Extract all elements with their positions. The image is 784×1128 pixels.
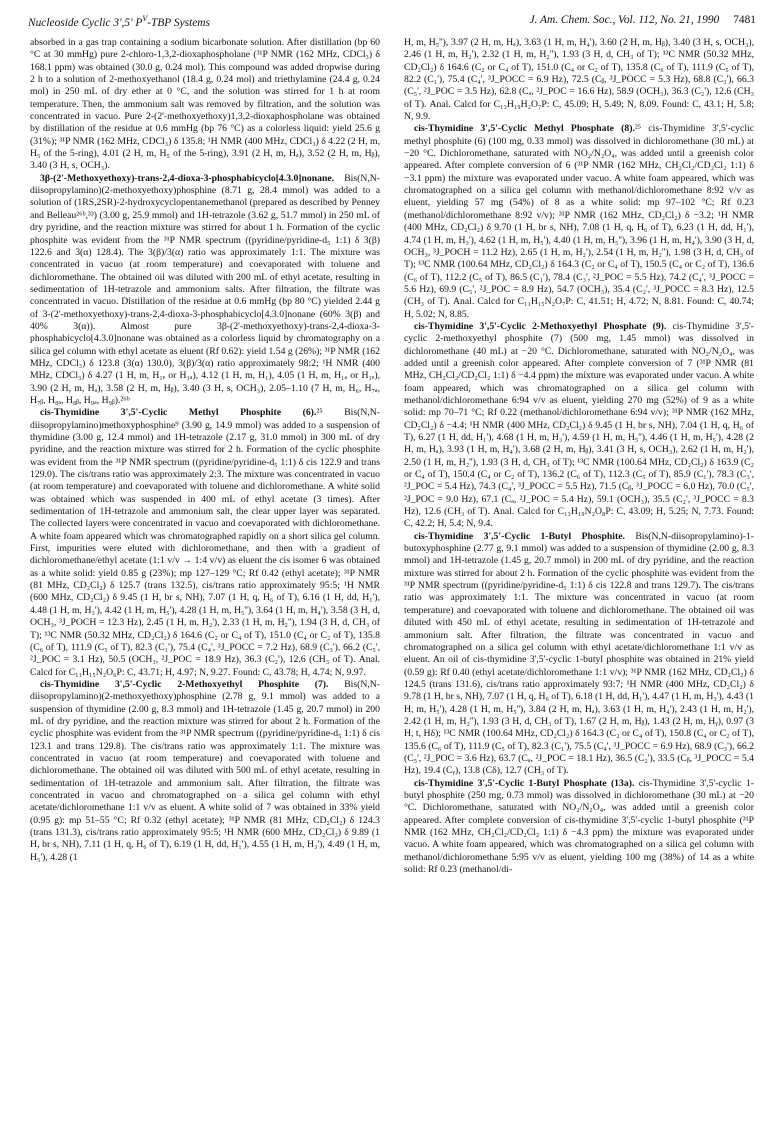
paragraph-body: ²⁵ Bis(N,N-diisopropylamino)methoxyphosphine⁹ (3.90 g, 14.9 mmol) was added to a suspension of thymidine (3.00 g, 12.4 mmol) and 1H-tetrazole (2.17 g, 31.0 mmol) in 300 mL of dry pyridine, and the reaction mixture was stirred for 2 h. Formation of the cyclic phosphite was evident from the ³¹P NMR spectrum ((pyridine/pyridine-d₅ 1:1) δ cis 122.9 and trans 129.0). The cis/trans ratio was approximately 2:3. The mixture was concentrated in vacuo (at room temperature) and coevaporated with toluene and dichloromethane. A white solid was obtained which was suspended in 400 mL of ethyl acetate (3 times). After sedimentation of 1H-tetrazole and ammonium salt, the clear upper layer was separated. The collected layers were concentrated in vacuo and coevaporated with dichloromethane. A white foam appeared which was chromatographed rapidly on a short silica gel column. First, impurities were eluted with dichloromethane, and then with a gradient of dichloromethane/ethyl acetate (1:1 v/v → 1:4 v/v) as eluent the cis isomer 6 was obtained as a white solid: yield 0.85 g (23%); mp 127–129 °C; Rf 0.42 (ethyl acetate); ³¹P NMR (81 MHz, CD₂Cl₂) δ 125.7 (trans 132.5), cis/trans ratio approximately 95:5; ¹H NMR (600 MHz, CD₂Cl₂) δ 9.45 (1 H, br s, NH), 7.07 (1 H, q, H₆ of T), 6.16 (1 H, dd, H₁'), 4.48 (1 H, m, H₃'), 4.42 (1 H, m, H₅'), 4.28 (1 H, m, H₅''), 3.64 (1 H, m, H₄'), 3.58 (3 H, d, OCH₃, ³J_POCH = 12.3 Hz), 2.45 (1 H, m, H₂'), 2.33 (1 H, m, H₂''), 1.94 (3 H, d, CH₃ of T); ¹³C NMR (50.32 MHz, CD₂Cl₂) δ 164.6 (C₂ or C₄ of T), 151.0 (C₄ or C₂ of T), 135.8 (C₆ of T), 111.9 (C₅ of T), 82.3 (C₁'), 75.4 (C₄', ³J_POCC = 7.2 Hz), 68.9 (C₃'), 66.2 (C₅', ²J_POC = 3.1 Hz), 50.5 (OCH₃, ²J_POC = 18.9 Hz), 36.3 (C₂'), 12.6 (CH₃ of T). Anal. Calcd for C₁₁H₁₅N₂O₆P: C, 43.71; H, 4.97; N, 9.27. Found: C, 43.78; H, 4.74; N, 9.97. [30,407,380,678]
journal-citation-text: J. Am. Chem. Soc., Vol. 112, No. 21, 1990 [529,14,720,26]
paragraph-body: Bis(N,N-diisopropylamino)(2-methoxyethoxy)phosphine (2.78 g, 9.1 mmol) was added to a suspension of thymidine (2.00 g, 8.3 mmol) and 1H-tetrazole (1.45 g, 20.7 mmol) in 200 mL of dry pyridine, and the reaction mixture was stirred for about 2 h. Formation of the cyclic phosphite was evident from the ³¹P NMR spectrum ((pyridine/pyridine-d₅ 1:1) δ cis 123.1 and trans 129.8). The cis/trans ratio was approximately 1:1. The mixture was concentrated in vacuo (at room temperature) and coevaporated with toluene and dichloromethane. The obtained oil was diluted with 500 mL of ethyl acetate, resulting in sedimentation of 1H-tetrazole and ammonium salt. After filtration, the filtrate was concentrated in vacuo and chromatographed on a silica gel column with ethyl acetate/dichloromethane 1:1 v/v as eluent. A white solid of 7 was obtained in 33% yield (0.95 g): mp 51–55 °C; Rf 0.32 (ethyl acetate); ³¹P NMR (81 MHz, CD₂Cl₂) δ 124.3 (trans 131.3), cis/trans ratio approximately 95:5; ¹H NMR (600 MHz, CD₂Cl₂) δ 9.89 (1 H, br s, NH), 7.11 (1 H, q, H₆ of T), 6.19 (1 H, dd, H₁'), 4.55 (1 H, m, H₃'), 4.49 (1 H, m, H₅'), 4.28 (1 [30,678,380,863]
section-title: cis-Thymidine 3',5'-Cyclic 1-Butyl Phosphate (13a). [414,777,635,789]
paragraph-body: cis-Thymidine 3',5'-cyclic 1-butyl phosphite (250 mg, 0.73 mmol) was dissolved in dichloromethane (30 mL) at −20 °C. Dichloromethane, saturated with NO₂/N₂O₄, was added until a greenish color appeared. After complete conversion of cis-thymidine 3',5'-cyclic 1-butyl phosphite (³¹P NMR (162 MHz, CH₂Cl₂/CD₂Cl₂ 1:1) δ −4.3 ppm) the mixture was evaporated under vacuo. A white foam appeared, which was chromatographed on a silica gel column with methanol/dichloromethane 5:95 v/v as eluent, yielding 100 mg (38%) of 14 as a white solid: Rf 0.23 (methanol/di- [404,777,754,876]
section-title: cis-Thymidine 3',5'-Cyclic 2-Methoxyethyl Phosphate (9). [414,320,667,332]
paragraph-body: cis-Thymidine 3',5'-cyclic 2-methoxyethyl phosphite (7) (500 mg, 1.45 mmol) was dissolved in dichloromethane (40 mL) at −20 °C. Dichloromethane, saturated with NO₂/N₂O₄, was added until a greenish color appeared. After complete conversion of 7 (³¹P NMR (81 MHz, CH₂Cl₂/CD₂Cl₂ 1:1) δ −4.4 ppm) the mixture was evaporated under vacuo. A white foam appeared, which was chromatographed on a silica gel column with methanol/dichloromethane 6:94 v/v as eluent, yielding 270 mg (52%) of 9 as a white solid: mp 70–71 °C; Rf 0.22 (methanol/dichloromethane 6:94 v/v); ³¹P NMR (162 MHz, CD₂Cl₂) δ −4.4; ¹H NMR (400 MHz, CD₂Cl₂) δ 9.45 (1 H, br s, NH), 7.04 (1 H, q, H₆ of T), 6.27 (1 H, dd, H₁'), 4.68 (1 H, m, H₃'), 4.59 (1 H, m, H₅''), 4.46 (1 H, m, H₅'), 4.28 (2 H, m, Hₐ), 3.93 (1 H, m, H₄'), 3.68 (2 H, m, Hᵦ), 3.41 (3 H, s, OCH₃), 2.62 (1 H, m, H₂'), 2.50 (1 H, m, H₂''), 1.93 (3 H, d, CH₃ of T); ¹³C NMR (100.64 MHz, CD₂Cl₂) δ 163.9 (C₂ or C₄ of T), 150.4 (C₄ or C₂ of T), 136.2 (C₆ of T), 112.3 (C₅ of T), 85.9 (C₁'), 78.3 (C₃', ²J_POC = 5.4 Hz), 74.3 (C₄', ³J_POCC = 5.5 Hz), 71.5 (Cᵦ, ³J_POCC = 6.0 Hz), 70.0 (C₅', ²J_POC = 9.0 Hz), 67.1 (Cₐ, ²J_POC = 5.4 Hz), 59.1 (OCH₃), 35.5 (C₂', ³J_POCC = 8.3 Hz), 12.6 (CH₃ of T). Anal. Calcd for C₁₃H₁₉N₂O₈P: C, 43.09; H, 5.25; N, 7.73. Found: C, 42.2; H, 5.4; N, 9.4. [404,320,754,530]
left-column [30,37,380,864]
paragraph [30,679,380,864]
paragraph [404,321,754,531]
paragraph: H, m, H₅''), 3.97 (2 H, m, Hₐ), 3.63 (1 H, m, H₄'), 3.60 (2 H, m, Hᵦ), 3.40 (3 H, s, OCH₃), 2.46 (1 H, m, H₂'), 2.32 (1 H, m, H₂''), 1.93 (3 H, d, CH₃ of T); ¹³C NMR (50.32 MHz, CD₂Cl₂) δ 164.6 (C₂ or C₄ of T), 151.0 (C₄ or C₂ of T), 135.8 (C₆ of T), 111.9 (C₅ of T), 82.2 (C₁'), 75.4 (C₄', ³J_POCC = 6.9 Hz), 72.5 (Cᵦ, ³J_POCC = 5.3 Hz), 68.8 (C₃'), 66.3 (C₅', ²J_POC = 3.5 Hz), 62.8 (Cₐ, ²J_POC = 16.6 Hz), 58.9 (OCH₃), 36.3 (C₂'), 12.6 (CH₃ of T). Anal. Calcd for C₁₃H₁₉H₂O₇P: C, 45.09; H, 5.49; N, 8.09. Found: C, 43.1; H, 5.8; N, 9.9. [404,37,754,123]
section-title: cis-Thymidine 3',5'-Cyclic 2-Methoxyethyl Phosphite (7). [40,678,329,690]
paragraph-body: Bis(N,N-diisopropylamino)-1-butoxyphosphine (2.77 g, 9.1 mmol) was added to a suspension of thymidine (2.00 g, 8.3 mmol) and 1H-tetrazole (1.45 g, 20.7 mmol) in 200 mL of dry pyridine, and the reaction mixture was stirred for about 2 h. Formation of the cyclic phosphite was evident from the ³¹P NMR spectrum ((pyridine/pyridine-d₅ 1:1) δ cis 122.8 and trans 129.7). The cis/trans ratio was approximately 1:1. The mixture was concentrated in vacuo (at room temperature) and coevaporated with toluene and dichloromethane. The obtained oil was diluted with 450 mL of ethyl acetate, resulting in sedimentation of 1H-tetrazole and ammonium salt. After filtration, the filtrate was concentrated in vacuo and chromatographed on a silica gel column with ethyl acetate/dichloromethane 1:1 v/v as eluent. An oil of cis-thymidine 3',5'-cyclic 1-butyl phosphite was obtained in 21% yield (0.59 g): Rf 0.40 (ethyl acetate/dichloromethane 1:1 v/v); ³¹P NMR (162 MHz, CD₂Cl₂) δ 124.5 (trans 131.6), cis/trans ratio approximately 93:7; ¹H NMR (400 MHz, CD₂Cl₂) δ 9.78 (1 H, br s, NH), 7.07 (1 H, q, H₆ of T), 6.18 (1 H, dd, H₁'), 4.47 (1 H, m, H₃'), 4.43 (1 H, m, H₅'), 4.28 (1 H, m, H₅''), 3.84 (2 H, m, Hₐ), 3.63 (1 H, m, H₄'), 2.43 (1 H, m, H₂'), 2.42 (1 H, m, H₂''), 1.93 (3 H, d, CH₃ of T), 1.67 (2 H, m, Hᵦ), 1.43 (2 H, m, Hᵧ), 0.97 (3 H, t, Hδ); ¹³C NMR (100.64 MHz, CD₂Cl₂) δ 164.3 (C₂ or C₄ of T), 150.8 (C₄ or C₂ of T), 135.6 (C₆ of T), 111.9 (C₅ of T), 82.3 (C₁'), 75.5 (C₄', ³J_POCC = 6.9 Hz), 68.9 (C₃'), 66.2 (C₅', ²J_POC = 3.6 Hz), 63.7 (Cₐ, ²J_POC = 18.1 Hz), 36.5 (C₂'), 33.5 (Cᵦ, ³J_POCC = 5.4 Hz), 19.4 (Cᵧ), 13.8 (Cδ), 12.7 (CH₃ of T). [404,530,754,777]
section-title: cis-Thymidine 3',5'-Cyclic 1-Butyl Phosphite. [414,530,625,542]
running-header [28,14,756,30]
paragraph [404,778,754,877]
right-column [404,37,754,876]
paragraph [404,531,754,778]
paragraph [30,407,380,679]
journal-citation [529,14,756,26]
section-title: cis-Thymidine 3',5'-Cyclic Methyl Phosphate (8). [414,123,635,135]
section-title: 3β-(2'-Methoxyethoxy)-trans-2,4-dioxa-3-phosphabicyclo[4.3.0]nonane. [40,172,335,184]
running-title [28,14,210,29]
paragraph [30,173,380,408]
page-number: 7481 [733,14,756,26]
paragraph-body: ²⁵ cis-Thymidine 3',5'-cyclic methyl phosphite (6) (100 mg, 0.33 mmol) was dissolved in dichloromethane (30 mL) at −20 °C. Dichloromethane, saturated with NO₂/N₂O₄, was added until a greenish color appeared. After complete conversion of 6 (³¹P NMR (162 MHz, CH₂Cl₂/CD₂Cl₂ 1:1) δ −3.1 ppm) the mixture was evaporated under vacuo. A white foam appeared, which was chromatographed on a silica gel column with methanol/dichloromethane 8:92 v/v as eluent, yielding 57 mg (54%) of 8 as a white solid: mp 97–102 °C; Rf 0.23 (methanol/dichloromethane 8:92 v/v); ³¹P NMR (162 MHz, CD₂Cl₂) δ −3.2; ¹H NMR (400 MHz, CD₂Cl₂) δ 9.70 (1 H, br s, NH), 7.08 (1 H, q, H₆ of T), 6.23 (1 H, dd, H₁'), 4.74 (1 H, m, H₃'), 4.62 (1 H, m, H₅'), 4.40 (1 H, m, H₅''), 3.96 (1 H, m, H₄'), 3.90 (3 H, d, OCH₃, ³J_POCH = 11.2 Hz), 2.65 (1 H, m, H₂'), 2.54 (1 H, m, H₂''), 1.98 (3 H, d, CH₃ of T); ¹³C NMR (100.64 MHz, CD₂Cl₂) δ 164.3 (C₂ or C₄ of T), 150.5 (C₄ or C₂ of T), 136.6 (C₆ of T), 112.2 (C₅ of T), 86.5 (C₁'), 78.4 (C₃', ²J_POC = 5.5 Hz), 74.2 (C₄', ³J_POCC = 5.6 Hz), 69.9 (C₅', ²J_POC = 8.9 Hz), 54.7 (OCH₃), 35.4 (C₂', ³J_POCC = 8.3 Hz), 12.5 (CH₃ of T). Anal. Calcd for C₁₁H₁₅N₂O₇P: C, 41.51; H, 4.72; N, 8.81. Found: C, 40.74; H, 5.02; N, 8.85. [404,123,755,320]
running-title-sup: V [142,14,148,23]
paragraph [404,123,754,321]
running-title-text: Nucleoside Cyclic 3',5' P [28,16,143,29]
section-title: cis-Thymidine 3',5'-Cyclic Methyl Phosphite (6). [40,407,317,419]
paragraph: absorbed in a gas trap containing a sodium bicarbonate solution. After distillation (bp 60 °C at 30 mmHg) pure 2-chloro-1,3,2-dioxaphospholane (³¹P NMR (162 MHz, CDCl₃) δ 168.1 ppm) was obtained (30.0 g, 0.24 mol). This compound was added dropwise during 2 h to a solution of 2-methoxyethanol (18.4 g, 0.24 mol) and triethylamine (24.4 g, 0.24 mol) in 250 mL of dry ether at 0 °C, and the solution was stirred for 1 h at room temperature. Then, the ammonium salt was removed by filtration, and the solution was concentrated in vacuo. Pure 2-(2'-methoxyethoxy)1,3,2-dioxaphospholane was obtained by distillation of the residue at 0.6 mmHg (bp 76 °C) as a colorless liquid: yield 25.6 g (31%); ³¹P NMR (162 MHz, CDCl₃) δ 135.8; ¹H NMR (400 MHz, CDCl₃) δ 4.22 (2 H, m, H₅ of the 5-ring), 4.01 (2 H, m, H₅ of the 5-ring), 3.91 (2 H, m, Hₐ), 3.52 (2 H, m, Hᵦ), 3.40 (3 H, s, OCH₃). [30,37,380,172]
paragraph-body: Bis(N,N-diisopropylamino)(2-methoxyethoxy)phosphine (8.71 g, 28.4 mmol) was added to a solution of (1RS,2SR)-2-hydroxycyclopentanemethanol (prepared as described by Penney and Belleau²⁶ᵇ,³³) (3.00 g, 25.9 mmol) and 1H-tetrazole (3.62 g, 51.7 mmol) in 250 mL of dry pyridine, and the reaction mixture was stirred for about 1 h. Formation of the cyclic phosphite was evident from the ³¹P NMR spectrum ((pyridine/pyridine-d₅ 1:1) δ 3(β) 122.6 and 3(α) 128.4). The 3(β)/3(α) ratio was approximately 1:1. The mixture was concentrated in vacuo (at room temperature) and coevaporated with toluene and dichloromethane. The obtained oil was diluted with 200 mL of ethyl acetate, resulting in sedimentation of 1H-tetrazole and ammonium salts. After filtration, the filtrate was concentrated in vacuo. Distillation of the residue at 0.6 mmHg (bp 80 °C) yielded 2.44 g of 3-(2'-methoxyethoxy)-trans-2,4-dioxa-3-phosphabicyclo[4.3.0]nonane (60% 3(β) and 40% 3(α)). Almost pure 3β-(2'-methoxyethoxy)-trans-2,4-dioxa-3-phosphabicyclo[4.3.0]nonane was obtained as a colorless liquid by chromatography on a silica gel column with ethyl acetate as eluent (Rf 0.62): yield 1.54 g (26%); ³¹P NMR (162 MHz, CDCl₃) δ 123.8 (3(α) 130.0), 3(β)/3(α) ratio approximately 98:2; ¹H NMR (400 MHz, CDCl₃) δ 4.27 (1 H, m, H₁ₑ or H₁ₐ), 4.12 (1 H, m, H₁), 4.05 (1 H, m, H₁ₐ or H₁ₑ), 3.90 (2 H, m, Hₐ), 3.58 (2 H, m, Hᵦ), 3.40 (3 H, s, OCH₃), 2.05–1.10 (7 H, m, H₆, H₇ₐ, H₇ᵦ, H₈ₐ, H₈ᵦ, H₉ₐ, H₉ᵦ).²⁶ᵇ [30,172,380,406]
running-title-tail: -TBP Systems [147,16,210,29]
